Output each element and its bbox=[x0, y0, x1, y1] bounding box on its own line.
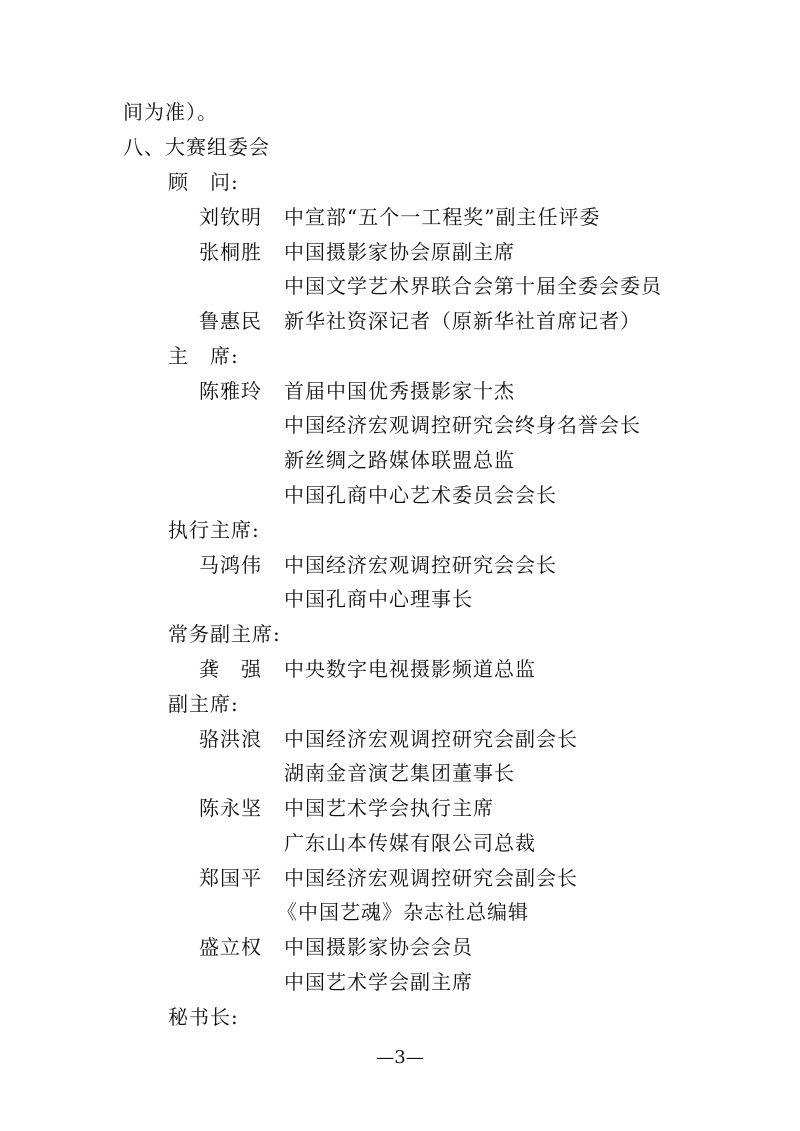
member-title: 新华社资深记者（原新华社首席记者） bbox=[284, 309, 641, 333]
member-title: 中国经济宏观调控研究会副会长 bbox=[284, 727, 578, 751]
member-title: 中国经济宏观调控研究会会长 bbox=[284, 553, 557, 577]
member-name: 郑国平 bbox=[199, 866, 262, 890]
member-title: 新丝绸之路媒体联盟总监 bbox=[284, 448, 515, 472]
section-heading: 八、大赛组委会 bbox=[123, 135, 270, 159]
member-name: 盛立权 bbox=[199, 935, 262, 959]
member-name: 陈永坚 bbox=[199, 796, 262, 820]
member-title: 中国摄影家协会会员 bbox=[284, 935, 473, 959]
group-label-secretary-general: 秘书长: bbox=[168, 1005, 239, 1029]
member-name: 张桐胜 bbox=[199, 240, 262, 264]
member-title: 中国孔商中心理事长 bbox=[284, 587, 473, 611]
member-title: 中国经济宏观调控研究会副会长 bbox=[284, 866, 578, 890]
member-title: 广东山本传媒有限公司总裁 bbox=[284, 831, 536, 855]
member-title: 首届中国优秀摄影家十杰 bbox=[284, 379, 515, 403]
member-title: 中央数字电视摄影频道总监 bbox=[284, 657, 536, 681]
member-name: 马鸿伟 bbox=[199, 553, 262, 577]
page-number: —3— bbox=[376, 1047, 424, 1068]
member-title: 湖南金音演艺集团董事长 bbox=[284, 761, 515, 785]
member-title: 《中国艺魂》杂志社总编辑 bbox=[277, 900, 529, 924]
member-title: 中国艺术学会副主席 bbox=[284, 970, 473, 994]
group-label-standing-vice-chair: 常务副主席: bbox=[168, 622, 281, 646]
group-label-executive-chair: 执行主席: bbox=[168, 518, 260, 542]
member-title: 中国经济宏观调控研究会终身名誉会长 bbox=[284, 413, 641, 437]
member-title: 中国文学艺术界联合会第十届全委会委员 bbox=[284, 274, 662, 298]
member-title: 中国孔商中心艺术委员会会长 bbox=[284, 483, 557, 507]
member-name: 刘钦明 bbox=[199, 205, 262, 229]
continuation-text: 间为准）。 bbox=[123, 100, 218, 124]
group-label-advisors: 顾 问: bbox=[168, 170, 239, 194]
member-name: 骆洪浪 bbox=[199, 727, 262, 751]
group-label-vice-chairs: 副主席: bbox=[168, 692, 239, 716]
member-title: 中国摄影家协会原副主席 bbox=[284, 240, 515, 264]
member-name: 陈雅玲 bbox=[199, 379, 262, 403]
member-name: 龚 强 bbox=[199, 657, 262, 681]
member-title: 中宣部“五个一工程奖”副主任评委 bbox=[284, 205, 601, 229]
member-name: 鲁惠民 bbox=[199, 309, 262, 333]
member-title: 中国艺术学会执行主席 bbox=[284, 796, 494, 820]
group-label-chair: 主 席: bbox=[168, 344, 239, 368]
